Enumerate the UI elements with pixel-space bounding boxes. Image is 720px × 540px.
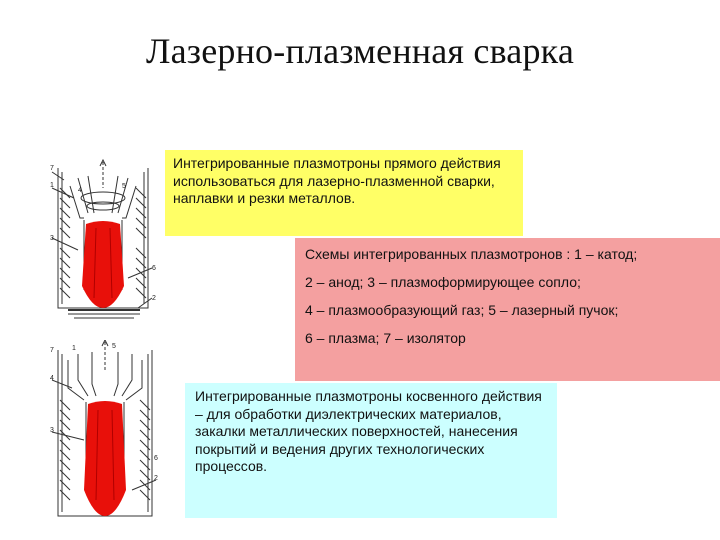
label-6: 6: [154, 455, 158, 462]
label-6: 6: [152, 265, 156, 272]
plasma-region: [82, 221, 124, 308]
label-4: 4: [78, 187, 82, 194]
legend-line: 6 – плазма; 7 – изолятор: [305, 330, 466, 346]
legend-line: Схемы интегрированных плазмотронов : 1 – катод;: [305, 246, 638, 262]
label-1: 1: [72, 345, 76, 352]
direct-action-note: Интегрированные плазмотроны прямого действия использоваться для лазерно-плазменной сварки, наплавки и резки металлов.: [165, 150, 523, 236]
label-5: 5: [112, 343, 116, 350]
legend-box: [295, 238, 720, 381]
legend-line: 4 – плазмообразующий газ; 5 – лазерный пучок;: [305, 302, 619, 318]
indirect-plasmatron-diagram: [48, 340, 168, 524]
label-7: 7: [50, 165, 54, 172]
label-3: 3: [50, 427, 54, 434]
direct-plasmatron-diagram: [48, 158, 166, 334]
label-2: 2: [154, 475, 158, 482]
plasma-region: [84, 401, 126, 516]
label-1: 1: [50, 182, 54, 189]
label-7: 7: [50, 347, 54, 354]
label-2: 2: [152, 295, 156, 302]
slide-title: Лазерно-плазменная сварка: [146, 31, 574, 71]
label-3: 3: [50, 235, 54, 242]
legend-line: 2 – анод; 3 – плазмоформирующее сопло;: [305, 274, 581, 290]
label-4: 4: [50, 375, 54, 382]
indirect-action-note: Интегрированные плазмотроны косвенного действия – для обработки диэлектрических материалов, закалки металлических поверхностей, нанесения покрытий и ведения других технологических процессов.: [185, 383, 557, 518]
label-5: 5: [122, 183, 126, 190]
